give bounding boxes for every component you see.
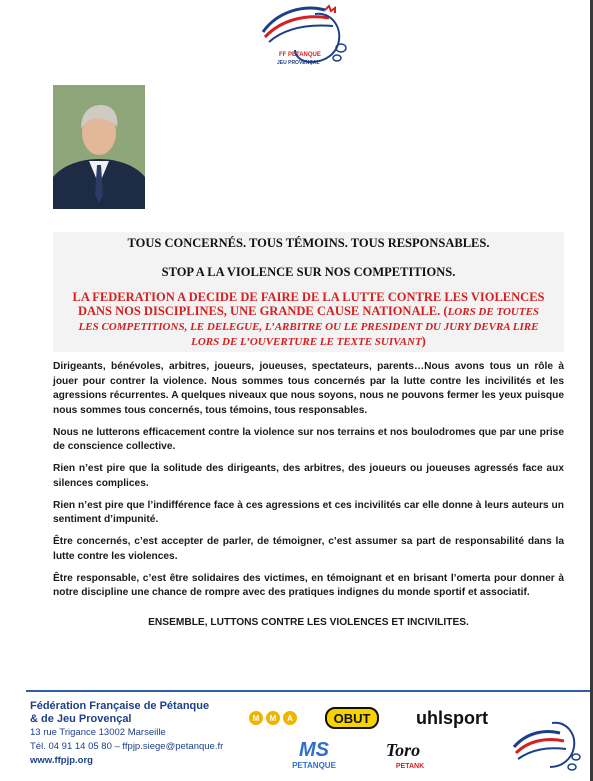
ms-petanque-logo: MS bbox=[299, 739, 329, 761]
footer-divider bbox=[26, 690, 590, 692]
footer-address: 13 rue Trigance 13002 Marseille bbox=[30, 727, 166, 738]
announcement-close-paren: ) bbox=[421, 334, 426, 348]
logo-line1: FF PETANQUE bbox=[279, 52, 321, 58]
svg-text:OBUT: OBUT bbox=[333, 711, 371, 726]
announcement-block bbox=[70, 290, 547, 349]
announcement-main-text: LA FEDERATION A DECIDE DE FAIRE DE LA LUTTE CONTRE LES VIOLENCES DANS NOS DISCIPLINES, UNE GRANDE CAUSE NATIONALE. ( bbox=[72, 290, 545, 318]
svg-text:A: A bbox=[287, 714, 293, 723]
footer-website-link[interactable]: www.ffpjp.org bbox=[30, 755, 93, 766]
toro-petank-logo: Toro bbox=[385, 740, 421, 760]
headline-primary: TOUS CONCERNÉS. TOUS TÉMOINS. TOUS RESPONSABLES. bbox=[127, 236, 490, 250]
svg-text:M: M bbox=[252, 714, 260, 723]
footer-contact-line[interactable]: Tél. 04 91 14 05 80 – ffpjp.siege@petanque.fr bbox=[30, 741, 224, 752]
footer-org-line2: & de Jeu Provençal bbox=[30, 713, 132, 725]
president-portrait-photo bbox=[53, 85, 145, 209]
sponsor-logos bbox=[240, 700, 510, 780]
footer-ffpjp-logo bbox=[508, 703, 588, 779]
uhlsport-logo: uhlsport bbox=[416, 708, 488, 728]
body-paragraph: Rien n’est pire que la solitude des dirigeants, des arbitres, des joueurs ou joueuses agressés face aux silences complices. bbox=[53, 463, 564, 489]
logo-line2: JEU PROVENÇAL bbox=[277, 60, 320, 66]
headline-secondary: STOP A LA VIOLENCE SUR NOS COMPETITIONS. bbox=[161, 265, 456, 279]
body-paragraph: Rien n’est pire que l’indifférence face à ces agressions et ces incivilités car elle donne à leurs auteurs un sentiment d’impunité. bbox=[53, 499, 564, 525]
body-paragraph: Dirigeants, bénévoles, arbitres, joueurs, joueuses, spectateurs, parents…Nous avons tous un rôle à jouer pour contrer la violence. Nous sommes tous concernés par la lutte contre les incivilités et les agressions récurrentes. A quelques niveaux que nous soyons, nous ne pouvons fermer les yeux puisque nous sommes tous concernés, tous témoins, tous responsables. bbox=[53, 361, 564, 416]
body-text bbox=[53, 360, 564, 608]
svg-text:PETANQUE: PETANQUE bbox=[292, 761, 336, 770]
announcement-italic-text: LORS DE TOUTES LES COMPETITIONS, LE DELEGUE, L’ARBITRE OU LE PRESIDENT DU JURY DEVRA LIRE LORS DE L’OUVERTURE LE TEXTE SUIVANT bbox=[78, 306, 540, 348]
svg-text:M: M bbox=[269, 714, 277, 723]
closing-statement: ENSEMBLE, LUTTONS CONTRE LES VIOLENCES ET INCIVILITES. bbox=[148, 617, 469, 628]
body-paragraph: Être concernés, c’est accepter de parler, de témoigner, c’est assumer sa part de responsabilité dans la lutte contre les violences. bbox=[53, 536, 564, 562]
body-paragraph: Être responsable, c’est être solidaires des victimes, en témoignant et en brisant l’omerta pour donner à notre discipline une chance de rompre avec des pratiques indignes du monde sportif et associatif. bbox=[53, 572, 564, 598]
body-paragraph: Nous ne lutterons efficacement contre la violence sur nos terrains et nos boulodromes que par une prise de conscience collective. bbox=[53, 426, 564, 452]
ffpjp-rooster-logo bbox=[255, 4, 355, 70]
svg-text:PETANK: PETANK bbox=[395, 763, 425, 770]
footer-org-line1: Fédération Française de Pétanque bbox=[30, 700, 210, 712]
